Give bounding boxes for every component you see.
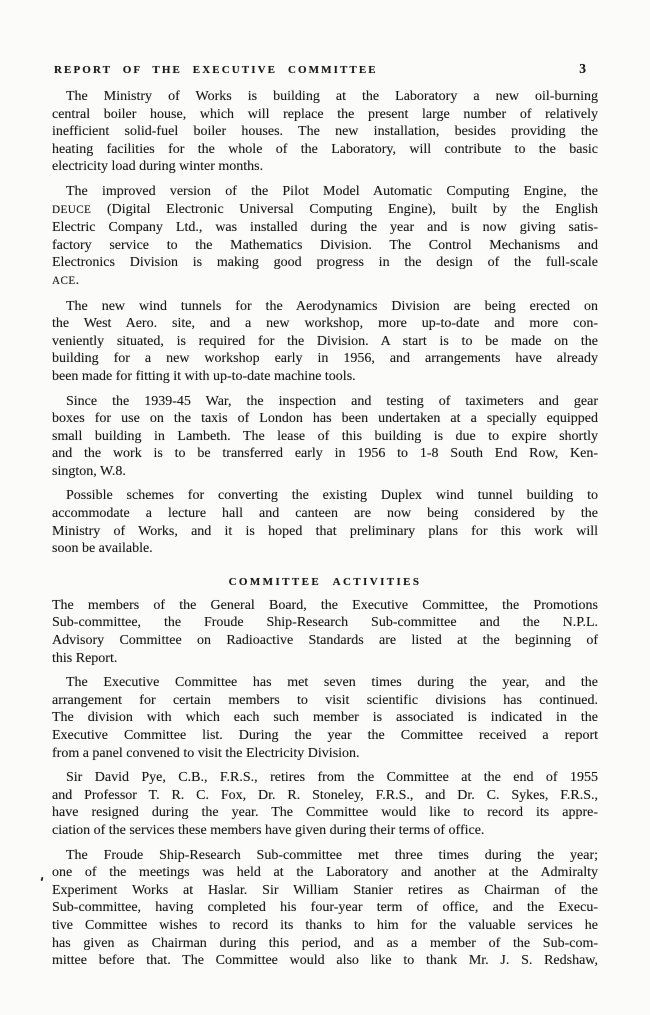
text-line: and Professor T. R. C. Fox, Dr. R. Stoneley, F.R.S., and Dr. C. Sykes, F.R.S., (52, 787, 598, 803)
text-line: Advisory Committee on Radioactive Standards are listed at the beginning of (52, 633, 598, 649)
text-line: ciation of the services these members have given during their terms of office. (52, 822, 485, 838)
text-line: veniently situated, is required for the Division. A start is to be made on the (52, 333, 598, 349)
page-number: 3 (579, 61, 586, 76)
paragraph (52, 674, 598, 762)
text-line: one of the meetings was held at the Laboratory and another at the Admiralty (52, 865, 598, 881)
text-line: mittee before that. The Committee would also like to thank Mr. J. S. Redshaw, (52, 953, 598, 969)
text-line: The Executive Committee has met seven times during the year, and the (66, 675, 598, 691)
text-line: Electric Company Ltd., was installed during the year and is now giving satis- (52, 220, 598, 236)
text-line: and the work is to be transferred early in 1956 to 1-8 South End Row, Ken- (52, 446, 598, 462)
paragraph (52, 88, 598, 176)
text-line: tive Committee wishes to record its thanks to him for the valuable services he (52, 917, 598, 933)
paragraph (52, 393, 598, 481)
text-line: building for a new workshop early in 1956, and arrangements have already (52, 351, 598, 367)
paragraph (52, 597, 598, 667)
text-line: The improved version of the Pilot Model Automatic Computing Engine, the (66, 183, 598, 199)
text-line: central boiler house, which will replace the present large number of relatively (52, 106, 598, 122)
text-line: soon be available. (52, 541, 153, 557)
text-line: has given as Chairman during this period, and as a member of the Sub-com- (52, 935, 598, 951)
text-line: small building in Lambeth. The lease of this building is due to expire shortly (52, 428, 598, 444)
text-line: The new wind tunnels for the Aerodynamics Division are being erected on (66, 298, 598, 314)
text-line: boxes for use on the taxis of London has been undertaken at a specially equipped (52, 411, 598, 427)
text-line: Possible schemes for converting the existing Duplex wind tunnel building to (66, 488, 598, 504)
text-line: ACE. (52, 272, 80, 288)
text-line: Executive Committee list. During the year the Committee received a report (52, 728, 598, 743)
paragraph (52, 298, 598, 386)
smallcaps-word: ACE (52, 274, 76, 287)
page-body (52, 88, 598, 970)
text-line: been made for fitting it with up-to-date machine tools. (52, 368, 356, 384)
text-line: Since the 1939-45 War, the inspection and testing of taximeters and gear (66, 393, 598, 409)
text-line: accommodate a lecture hall and canteen are now being considered by the (52, 506, 598, 522)
text-line: factory service to the Mathematics Division. The Control Mechanisms and (52, 237, 598, 253)
text-line: electricity load during winter months. (52, 159, 264, 175)
running-header-title: REPORT OF THE EXECUTIVE COMMITTEE (54, 64, 378, 76)
text-line: Sub-committee, the Froude Ship-Research Sub-committee and the N.P.L. (52, 615, 598, 631)
text-line: DEUCE (Digital Electronic Universal Computing Engine), built by the English (52, 201, 598, 217)
text-line: heating facilities for the whole of the Laboratory, will contribute to the basic (52, 141, 598, 157)
paragraph (52, 487, 598, 557)
text-line: The members of the General Board, the Executive Committee, the Promotions (52, 597, 598, 613)
section-heading: COMMITTEE ACTIVITIES (228, 575, 422, 588)
paragraph (52, 769, 598, 839)
text-line: this Report. (52, 650, 118, 666)
text-line: arrangement for certain members to visit scientific divisions has continued. (52, 692, 598, 708)
running-header (54, 61, 598, 77)
text-line: Experiment Works at Haslar. Sir William Stanier retires as Chairman of the (52, 882, 598, 898)
paragraph (52, 847, 598, 970)
text-line: The Ministry of Works is building at the Laboratory a new oil-burning (66, 89, 598, 104)
text-line: Sub-committee, having completed his four-year term of office, and the Execu- (52, 900, 598, 916)
text-line: The Froude Ship-Research Sub-committee met three times during the year; (66, 847, 598, 863)
text-line: The division with which each such member is associated is indicated in the (52, 710, 598, 726)
text-line: from a panel convened to visit the Electricity Division. (52, 745, 360, 761)
text-line: Electronics Division is making good progress in the design of the full-scale (52, 255, 598, 271)
text-line: Sir David Pye, C.B., F.R.S., retires from the Committee at the end of 1955 (66, 770, 598, 786)
smallcaps-word: DEUCE (52, 203, 92, 216)
text-line: the West Aero. site, and a new workshop, more up-to-date and more con- (52, 316, 598, 332)
paragraph (52, 183, 598, 291)
text-line: Ministry of Works, and it is hoped that preliminary plans for this work will (52, 523, 598, 539)
text-line: have resigned during the year. The Committee would like to record its appre- (52, 805, 598, 821)
text-line: inefficient solid-fuel boiler houses. The new installation, besides providing the (52, 124, 598, 140)
scan-artifact-speck (41, 877, 44, 881)
text-line: sington, W.8. (52, 463, 126, 479)
